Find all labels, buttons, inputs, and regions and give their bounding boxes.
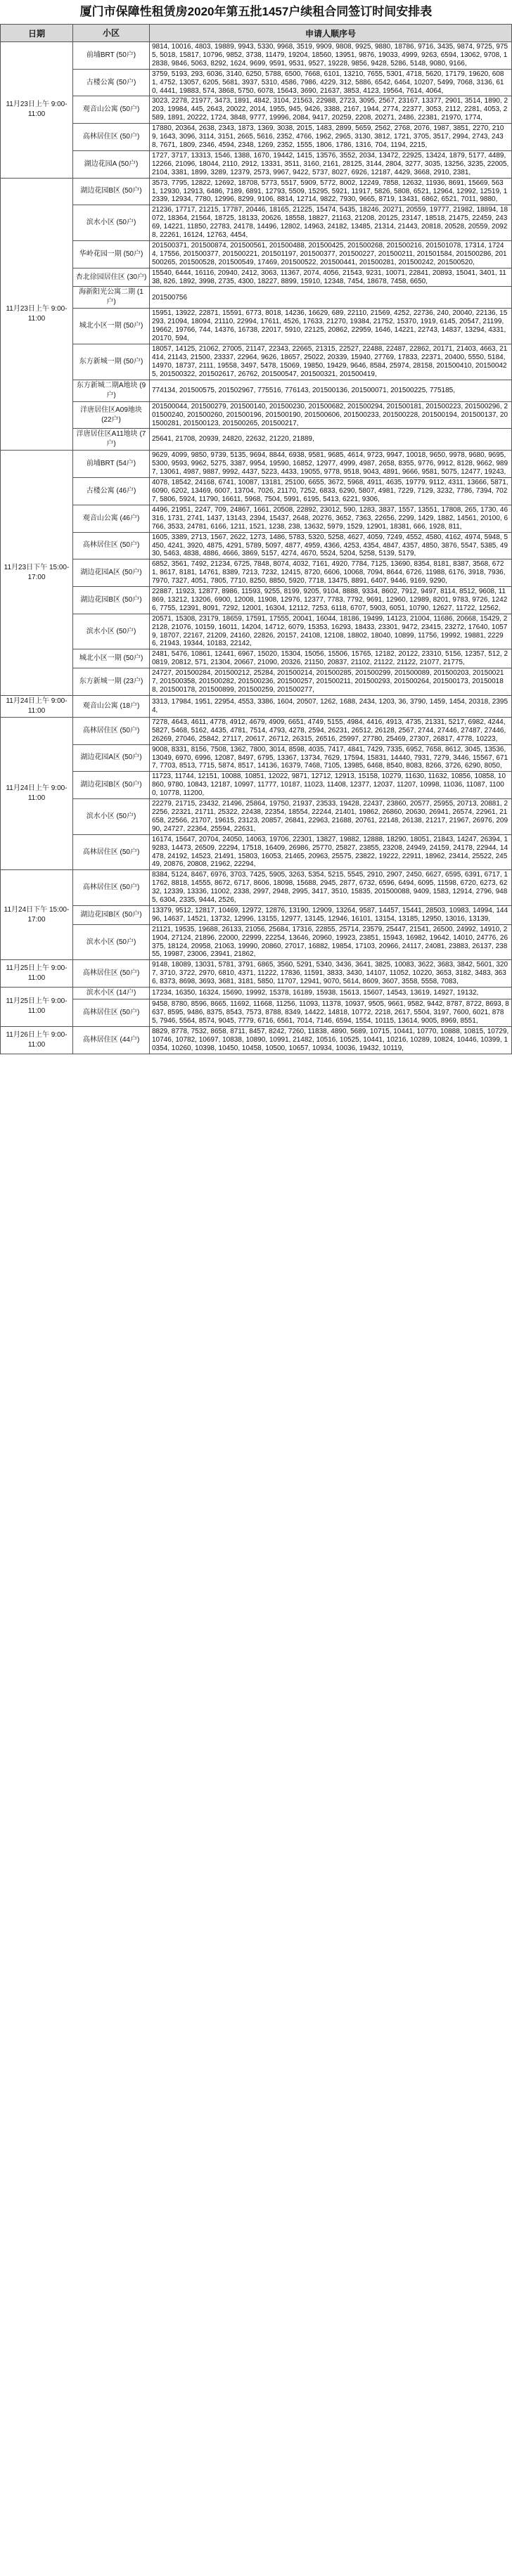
table-row: [1, 532, 512, 559]
community-cell: 滨水小区 (14户): [73, 988, 150, 999]
numbers-cell: 1727, 3717, 13313, 1546, 1388, 1670, 19442, 1415, 13576, 3552, 2034, 13472, 22925, 13424, 1879, 5177, 4489, 12266, 21096, 18044, 2110, 2912, 13331, 3511, 3160, 2161, 28125, 3144, 2804, 3277, 3035, 13256, 3235, 22005, 2104, 3381, 1899, 3289, 12379, 2573, 9967, 9422, 5737, 8027, 6926, 12187, 4429, 3668, 2910, 2381,: [150, 150, 512, 178]
community-cell: 湖边花园B区 (50户): [73, 772, 150, 799]
table-row: [1, 1026, 512, 1054]
date-cell: 11月25日上午 9:00-11:00: [1, 960, 73, 988]
community-cell: 高林居住区 (50户): [73, 717, 150, 744]
table-row: [1, 69, 512, 96]
header-date: 日期: [1, 25, 73, 42]
table-row: [1, 870, 512, 906]
page-title: 厦门市保障性租赁房2020年第五批1457户续租合同签订时间安排表: [0, 0, 512, 24]
community-cell: 高林居住区 (50户): [73, 834, 150, 870]
numbers-cell: 13379, 9512, 12817, 10469, 12972, 12876, 13190, 12909, 13264, 9587, 14457, 15441, 28503, 10983, 14994, 14496, 14637, 14521, 13732, 12996, 13155, 12977, 13145, 12946, 16101, 13154, 13185, 12950, 13016, 13139,: [150, 905, 512, 924]
table-body: [1, 42, 512, 1054]
table-row: [1, 429, 512, 451]
table-row: [1, 205, 512, 241]
numbers-cell: 7278, 4643, 4611, 4778, 4912, 4679, 4909, 6651, 4749, 5155, 4984, 4416, 4913, 4735, 21331, 5217, 6982, 4244, 5827, 5468, 5162, 4435, 4781, 7514, 4793, 4278, 2594, 26231, 26512, 26128, 2567, 2744, 27446, 27487, 27446, 26269, 27046, 25842, 27117, 20617, 26712, 26315, 26516, 25997, 27780, 25469, 27307, 26817, 4778, 10223,: [150, 717, 512, 744]
community-cell: 高林居住区 (50户): [73, 870, 150, 906]
community-cell: 湖边花园A区 (50户): [73, 559, 150, 587]
table-row: [1, 401, 512, 429]
numbers-cell: 9458, 8780, 8596, 8665, 11692, 11668, 11256, 11093, 11378, 10937, 9505, 9661, 9582, 9442, 8787, 8722, 8693, 8637, 8595, 9486, 8375, 8543, 7573, 8788, 8349, 14422, 14818, 10772, 2218, 2617, 5504, 3197, 7600, 6021, 8785, 7946, 5564, 8574, 9045, 7779, 6716, 6561, 7014, 7146, 6594, 1554, 10115, 13614, 9005, 8969, 8551,: [150, 999, 512, 1027]
date-cell: 11月25日上午 9:00-11:00: [1, 988, 73, 1027]
schedule-table: [0, 24, 512, 1054]
table-row: [1, 380, 512, 401]
community-cell: 观音山公寓 (46户): [73, 505, 150, 532]
table-row: [1, 587, 512, 614]
table-row: [1, 999, 512, 1027]
community-cell: 高林居住区 (50户): [73, 532, 150, 559]
numbers-cell: 9148, 18089, 13031, 5781, 3791, 6865, 3560, 5291, 5340, 3436, 3641, 3825, 10083, 3622, 3683, 3842, 5601, 3207, 3710, 3722, 2970, 6810, 4371, 11222, 17836, 11591, 3833, 3430, 14107, 11052, 10220, 3653, 3182, 3483, 3636, 8373, 8698, 3693, 3681, 3181, 5850, 11707, 12941, 9070, 5614, 8609, 3607, 3558, 5558, 7083,: [150, 960, 512, 988]
table-row: [1, 834, 512, 870]
numbers-cell: 9629, 4099, 9850, 9739, 5135, 9694, 8844, 6938, 9581, 9685, 4614, 9723, 9947, 10018, 9650, 9978, 9680, 9695, 5300, 9593, 9962, 5275, 3387, 9954, 19590, 16852, 12977, 4999, 4987, 2658, 8355, 9776, 9912, 8128, 9662, 9897, 13061, 4987, 9887, 9992, 4437, 5223, 4433, 19055, 9778, 9518, 9043, 4891, 9666, 9581, 5075, 12477, 19243,: [150, 451, 512, 478]
community-cell: 城北小区一期 (50户): [73, 309, 150, 344]
table-header-row: [1, 25, 512, 42]
community-cell: 海新阳光公寓二期 (1户): [73, 287, 150, 309]
community-cell: 前埔BRT (54户): [73, 451, 150, 478]
table-row: [1, 905, 512, 924]
numbers-cell: 21236, 17717, 21215, 17787, 20446, 18165, 21225, 15474, 5435, 18246, 20271, 20559, 19777, 21982, 18894, 18072, 18364, 21564, 18725, 18133, 20626, 18558, 18827, 21163, 21208, 20125, 23147, 18518, 21475, 22459, 24369, 14221, 11850, 22783, 24178, 14496, 12802, 14963, 24182, 13485, 21314, 21443, 20818, 20528, 20559, 20928, 22261, 16124, 12763, 4454,: [150, 205, 512, 241]
numbers-cell: 22279, 21715, 23432, 21496, 25864, 19750, 21937, 23533, 19428, 22437, 23860, 20577, 25955, 20713, 20881, 22256, 22321, 21711, 25322, 22438, 22354, 18554, 22244, 21401, 19862, 26860, 20630, 26941, 26574, 22961, 21658, 22566, 21707, 19615, 23123, 20857, 26841, 22963, 21688, 20761, 22148, 26138, 21217, 21967, 26976, 20990, 24727, 22364, 25594, 22631,: [150, 799, 512, 835]
community-cell: 古楼公寓 (50户): [73, 69, 150, 96]
table-row: [1, 924, 512, 960]
date-cell: 11月26日上午 9:00-11:00: [1, 1026, 73, 1054]
community-cell: 湖边花园A (50户): [73, 150, 150, 178]
numbers-cell: 1605, 3389, 2713, 1567, 2622, 1273, 1486, 5783, 5320, 5258, 4627, 4059, 7249, 4552, 4580, 4162, 4974, 5948, 5450, 4241, 3920, 4875, 4291, 5789, 5097, 4877, 4959, 4366, 4253, 4354, 4847, 4357, 4850, 3876, 5547, 5385, 4930, 5463, 4838, 4886, 4666, 3869, 5157, 4274, 4670, 5524, 5204, 5258, 5139, 5179,: [150, 532, 512, 559]
community-cell: 湖边花园B区 (50户): [73, 178, 150, 205]
numbers-cell: 15951, 13922, 22871, 15591, 6773, 8018, 14236, 16629, 689, 22110, 21569, 4252, 22736, 240, 20040, 22136, 15293, 21094, 18094, 21110, 22994, 17611, 4526, 17633, 21270, 19384, 21752, 15370, 1919, 6145, 20547, 21199, 19662, 19766, 744, 14376, 16738, 22017, 5910, 22125, 20862, 22959, 1646, 14221, 22743, 14837, 13294, 4331, 20170, 594,: [150, 309, 512, 344]
table-row: [1, 772, 512, 799]
table-row: [1, 559, 512, 587]
numbers-cell: 774134, 201500575, 201502967, 775516, 776143, 201500136, 201500071, 201500225, 775185,: [150, 380, 512, 401]
numbers-cell: 16174, 15647, 20704, 24050, 14063, 19706, 22301, 13827, 19882, 12888, 18290, 18051, 21843, 14247, 26394, 19283, 14473, 26509, 22294, 17518, 16409, 26986, 25770, 25827, 23855, 23208, 24949, 24159, 24178, 22944, 14478, 24192, 14523, 21491, 15803, 16053, 21465, 20963, 25575, 23822, 19222, 22911, 18962, 23414, 25522, 24549, 20876, 20808, 21962, 22294,: [150, 834, 512, 870]
numbers-cell: 4078, 18542, 24168, 6741, 10087, 13181, 25100, 6655, 3672, 5968, 4911, 4635, 19779, 9112, 4311, 13666, 5871, 6090, 6202, 13469, 6007, 13704, 7026, 21170, 7252, 6833, 6290, 5807, 4981, 7229, 7129, 3232, 7786, 7394, 7027, 5806, 5924, 11790, 16611, 5968, 7504, 5991, 6195, 5413, 6221, 9306,: [150, 478, 512, 505]
numbers-cell: 21121, 19535, 19688, 26133, 21056, 25684, 17316, 22855, 25714, 23579, 25447, 21541, 26500, 24992, 14910, 21904, 27124, 21896, 22000, 22999, 22254, 13646, 20960, 19923, 23851, 15943, 16982, 19642, 14010, 24776, 26375, 18124, 20958, 21063, 19990, 20860, 27017, 16882, 19854, 17103, 20966, 24117, 24081, 23883, 26137, 23855, 19987, 23006, 23941, 21862,: [150, 924, 512, 960]
table-row: [1, 988, 512, 999]
community-cell: 观音山公寓 (50户): [73, 96, 150, 124]
numbers-cell: 11723, 11744, 12151, 10088, 10851, 12022, 9871, 12712, 12913, 15158, 10279, 11630, 11632, 10856, 10858, 10860, 9780, 10843, 12187, 10997, 11777, 10187, 11023, 11408, 12377, 12037, 11207, 10998, 11036, 11087, 11000, 10778, 11200,: [150, 772, 512, 799]
numbers-cell: 3023, 2278, 21977, 3473, 1891, 4842, 3104, 21563, 22988, 2723, 3095, 2567, 23167, 13377, 2901, 3514, 1890, 2203, 19984, 445, 2643, 20022, 2014, 1955, 945, 9426, 3388, 2167, 1944, 2774, 22377, 3053, 2112, 2281, 4053, 2589, 1891, 20222, 1724, 3848, 9777, 19996, 2084, 9417, 20259, 2208, 20271, 2486, 22381, 21970, 1774,: [150, 96, 512, 124]
community-cell: 洋唐居住区A11地块 (7户): [73, 429, 150, 451]
numbers-cell: 2481, 5476, 10861, 12441, 6967, 15020, 15304, 15056, 15506, 15765, 12182, 20122, 23310, 5156, 12357, 512, 20819, 20812, 571, 21304, 20667, 21090, 20326, 21150, 20837, 21102, 21122, 21122, 21077, 21775,: [150, 649, 512, 668]
header-numbers: 申请人顺序号: [150, 25, 512, 42]
table-row: [1, 799, 512, 835]
community-cell: 前埔BRT (50户): [73, 42, 150, 70]
community-cell: 高林居住区 (44户): [73, 1026, 150, 1054]
numbers-cell: 25641, 21708, 20939, 24820, 22632, 21220, 21889,: [150, 429, 512, 451]
numbers-cell: 22887, 11923, 12877, 8986, 11593, 9255, 8199, 9205, 9104, 8888, 9334, 8602, 7912, 9497, 8114, 8512, 9608, 11869, 13212, 13206, 6900, 12008, 11908, 12976, 12377, 7783, 7792, 9691, 12960, 12989, 8201, 9783, 9726, 12426, 7755, 12391, 8091, 7292, 12001, 16304, 12112, 7253, 6118, 6707, 5903, 6051, 10790, 12627, 11722, 12562,: [150, 587, 512, 614]
community-cell: 东方新城一期 (23户): [73, 668, 150, 696]
table-row: [1, 505, 512, 532]
community-cell: 古楼公寓 (46户): [73, 478, 150, 505]
numbers-cell: 201500371, 201500874, 201500561, 201500488, 201500425, 201500268, 201500216, 201501078, 17314, 17244, 17556, 201500377, 201500221, 201501197, 201500377, 201500227, 201500211, 201501584, 201500286, 201500265, 201500528, 201500549, 17469, 201500522, 201500441, 201500281, 201500242, 201500520,: [150, 240, 512, 268]
numbers-cell: 17880, 20364, 2638, 2343, 1873, 1369, 3038, 2015, 1483, 2899, 5659, 2562, 2768, 2076, 1987, 3851, 2270, 2109, 1643, 3096, 3114, 3151, 2665, 5616, 2352, 4766, 1962, 2965, 3130, 3812, 1721, 3705, 3517, 2994, 2743, 2438, 7671, 1809, 2346, 4594, 2348, 1269, 2352, 1555, 1806, 1786, 1316, 704, 1194, 2215,: [150, 124, 512, 151]
numbers-cell: 8384, 5124, 8467, 6976, 3703, 7425, 5905, 3263, 5354, 5215, 5545, 2910, 2907, 2450, 6627, 6595, 6391, 6717, 11762, 8818, 14555, 8672, 6717, 8606, 18098, 15688, 2945, 2877, 6732, 6596, 6494, 6095, 11598, 6720, 6273, 6232, 12339, 13336, 11002, 2338, 2997, 2948, 2995, 3417, 3510, 15835, 201500088, 9409, 1583, 12914, 2796, 9485, 6304, 2335, 9444, 2526,: [150, 870, 512, 906]
community-cell: 滨水小区 (50户): [73, 924, 150, 960]
community-cell: 湖边花园B区 (50户): [73, 587, 150, 614]
numbers-cell: 9008, 8331, 8156, 7508, 1362, 7800, 3014, 8598, 4035, 7417, 4841, 7429, 7335, 6952, 7658, 8612, 3045, 13536, 13049, 6970, 6996, 12087, 8497, 6795, 13367, 13734, 7629, 17594, 15831, 14440, 7931, 7279, 3446, 15567, 6717, 7703, 8513, 7715, 5874, 8517, 14136, 16379, 7468, 7105, 13985, 6468, 8540, 8083, 8266, 3726, 6290, 8050,: [150, 744, 512, 772]
numbers-cell: 15540, 6444, 16116, 20940, 2412, 3063, 11367, 2074, 4056, 21543, 9231, 10071, 22841, 20893, 15041, 3401, 1138, 826, 1892, 3998, 2735, 4300, 18227, 8899, 15910, 12348, 7454, 18678, 7458, 6650,: [150, 268, 512, 287]
table-row: [1, 744, 512, 772]
community-cell: 高林居住区 (50户): [73, 124, 150, 151]
date-cell: 11月24日上午 9:00-11:00: [1, 695, 73, 717]
table-row: [1, 717, 512, 744]
table-row: [1, 150, 512, 178]
date-cell: 11月24日下午 15:00-17:00: [1, 870, 73, 960]
table-row: [1, 178, 512, 205]
table-row: [1, 42, 512, 70]
numbers-cell: 17234, 16350, 16324, 15690, 19992, 15378, 16189, 15938, 15613, 15607, 14543, 13619, 14927, 19132,: [150, 988, 512, 999]
community-cell: 观音山公寓 (18户): [73, 695, 150, 717]
table-row: [1, 240, 512, 268]
numbers-cell: 4496, 21951, 2247, 709, 24867, 1661, 20508, 22892, 23012, 590, 1283, 3837, 1557, 13551, 17808, 265, 1730, 46316, 1731, 2741, 1437, 13143, 2394, 15437, 2648, 20276, 3652, 7363, 22656, 2299, 1429, 1882, 14561, 20100, 6766, 3533, 24781, 6166, 1211, 1521, 1238, 238, 13632, 5979, 1529, 12901, 18381, 666, 1928, 811,: [150, 505, 512, 532]
community-cell: 华岭花园一期 (50户): [73, 240, 150, 268]
table-row: [1, 268, 512, 287]
table-row: [1, 287, 512, 309]
community-cell: 高林居住区 (50户): [73, 999, 150, 1027]
numbers-cell: 3759, 5193, 293, 6036, 3140, 6250, 5788, 6500, 7668, 6101, 13210, 7655, 5301, 4718, 5620, 17179, 19620, 6081, 4752, 13057, 6205, 5681, 3937, 5310, 4586, 7986, 4229, 312, 5886, 6542, 6464, 10207, 5499, 7068, 3136, 610, 4441, 19883, 574, 3868, 5750, 6078, 15643, 3690, 21637, 3853, 4123, 19564, 7614, 4064,: [150, 69, 512, 96]
community-cell: 湖边花园B区 (50户): [73, 905, 150, 924]
table-row: [1, 124, 512, 151]
table-row: [1, 478, 512, 505]
numbers-cell: 3573, 7795, 12822, 12692, 18708, 5773, 5517, 5909, 5772, 8002, 12249, 7858, 12632, 11936, 8691, 15669, 5631, 12930, 12913, 6486, 7189, 6891, 12793, 5509, 15295, 5921, 11917, 5826, 5808, 6521, 12964, 12992, 12519, 12339, 12934, 7780, 12996, 8299, 9106, 8814, 12714, 9822, 7930, 9665, 8719, 13431, 6862, 6521, 7011, 9880,: [150, 178, 512, 205]
community-cell: 东方新城二期A地块 (9户): [73, 380, 150, 401]
table-row: [1, 695, 512, 717]
table-row: [1, 668, 512, 696]
numbers-cell: 8829, 8778, 7532, 8658, 8711, 8457, 8242, 7260, 11838, 4890, 5689, 10715, 10441, 10770, 10888, 10815, 10729, 10746, 10782, 10697, 10838, 10890, 10991, 21482, 10516, 10525, 10441, 10216, 10289, 10824, 10446, 10399, 10354, 10260, 10398, 10450, 10458, 10500, 10657, 10934, 10036, 19432, 10119,: [150, 1026, 512, 1054]
table-row: [1, 960, 512, 988]
table-row: [1, 451, 512, 478]
table-row: [1, 344, 512, 380]
community-cell: 洋唐居住区A09地块 (22户): [73, 401, 150, 429]
date-cell: 11月23日上午 9:00-11:00: [1, 42, 73, 179]
table-row: [1, 309, 512, 344]
numbers-cell: 24727, 201500284, 201500212, 25284, 201500214, 201500285, 201500299, 201500089, 201500203, 201500217, 201500358, 201500282, 201500236, 201500257, 201500211, 201500293, 201500264, 201500173, 201500188, 201500178, 201500899, 201500259, 201500277,: [150, 668, 512, 696]
community-cell: 滨水小区 (50户): [73, 205, 150, 241]
numbers-cell: 6852, 3561, 7492, 21234, 6725, 7848, 8074, 4032, 7161, 4920, 7784, 7125, 13690, 8354, 8181, 8387, 3568, 6721, 8617, 8181, 14761, 8389, 7213, 7232, 12415, 8720, 6606, 10068, 7094, 8644, 6726, 11988, 6176, 3918, 7936, 7970, 7327, 4051, 7805, 7710, 8250, 8850, 5920, 7718, 13475, 8891, 6407, 9446, 9169, 9290,: [150, 559, 512, 587]
table-row: [1, 96, 512, 124]
numbers-cell: 18057, 14125, 21062, 27005, 21147, 22343, 22665, 21315, 22527, 22488, 22487, 22862, 20171, 21403, 4663, 21414, 21143, 21500, 23337, 22964, 9626, 18657, 25022, 20339, 15940, 27769, 17833, 22371, 20400, 5550, 5184, 14970, 18737, 2111, 19558, 3497, 5478, 15069, 19850, 19429, 9646, 8584, 25974, 28158, 201500410, 201500425, 201500322, 201502617, 26762, 201500547, 201500321, 201500419,: [150, 344, 512, 380]
numbers-cell: 20571, 15308, 23179, 18659, 17591, 17555, 20041, 16044, 18186, 19499, 14123, 21004, 11686, 20668, 15429, 22128, 21076, 10159, 16011, 14204, 14712, 6079, 15353, 16293, 18433, 23301, 9472, 23415, 23272, 17640, 10579, 18707, 22167, 21209, 24160, 22826, 20157, 24108, 12108, 18802, 18040, 10899, 11756, 19992, 19881, 22296, 21943, 19344, 10183, 22142,: [150, 614, 512, 649]
community-cell: 高林居住区 (50户): [73, 960, 150, 988]
date-cell: 11月23日上午 9:00-11:00: [1, 178, 73, 451]
community-cell: 杏北徐园居住区 (30户): [73, 268, 150, 287]
table-row: [1, 614, 512, 649]
community-cell: 滨水小区 (50户): [73, 799, 150, 835]
community-cell: 东方新城一期 (50户): [73, 344, 150, 380]
community-cell: 滨水小区 (50户): [73, 614, 150, 649]
date-cell: 11月23日下午 15:00-17:00: [1, 451, 73, 695]
header-community: 小区: [73, 25, 150, 42]
community-cell: 湖边花园A区 (50户): [73, 744, 150, 772]
numbers-cell: 201500044, 201500279, 201500140, 201500230, 201500682, 201500294, 201500181, 201500223, 201500296, 201500240, 201500260, 201500196, 201500190, 201500606, 201500233, 201500228, 201500194, 201500137, 201500281, 201500123, 201500265, 201500217,: [150, 401, 512, 429]
numbers-cell: 3313, 17984, 1951, 22954, 4553, 3386, 1604, 20507, 1262, 1688, 2434, 1203, 36, 3790, 1459, 1454, 20318, 23954,: [150, 695, 512, 717]
numbers-cell: 201500756: [150, 287, 512, 309]
community-cell: 城北小区一期 (50户): [73, 649, 150, 668]
table-row: [1, 649, 512, 668]
numbers-cell: 9814, 10016, 4803, 19889, 9943, 5330, 9968, 3519, 9909, 9808, 9925, 9880, 18786, 9716, 3435, 9874, 9725, 9755, 5018, 15817, 10796, 9852, 3738, 11479, 19204, 18560, 13951, 9876, 19033, 4999, 9263, 6594, 13062, 9708, 12838, 9846, 5063, 8292, 1624, 9699, 9591, 9531, 9527, 19228, 9856, 9428, 5286, 5148, 9080, 9166,: [150, 42, 512, 70]
date-cell: 11月24日上午 9:00-11:00: [1, 717, 73, 869]
